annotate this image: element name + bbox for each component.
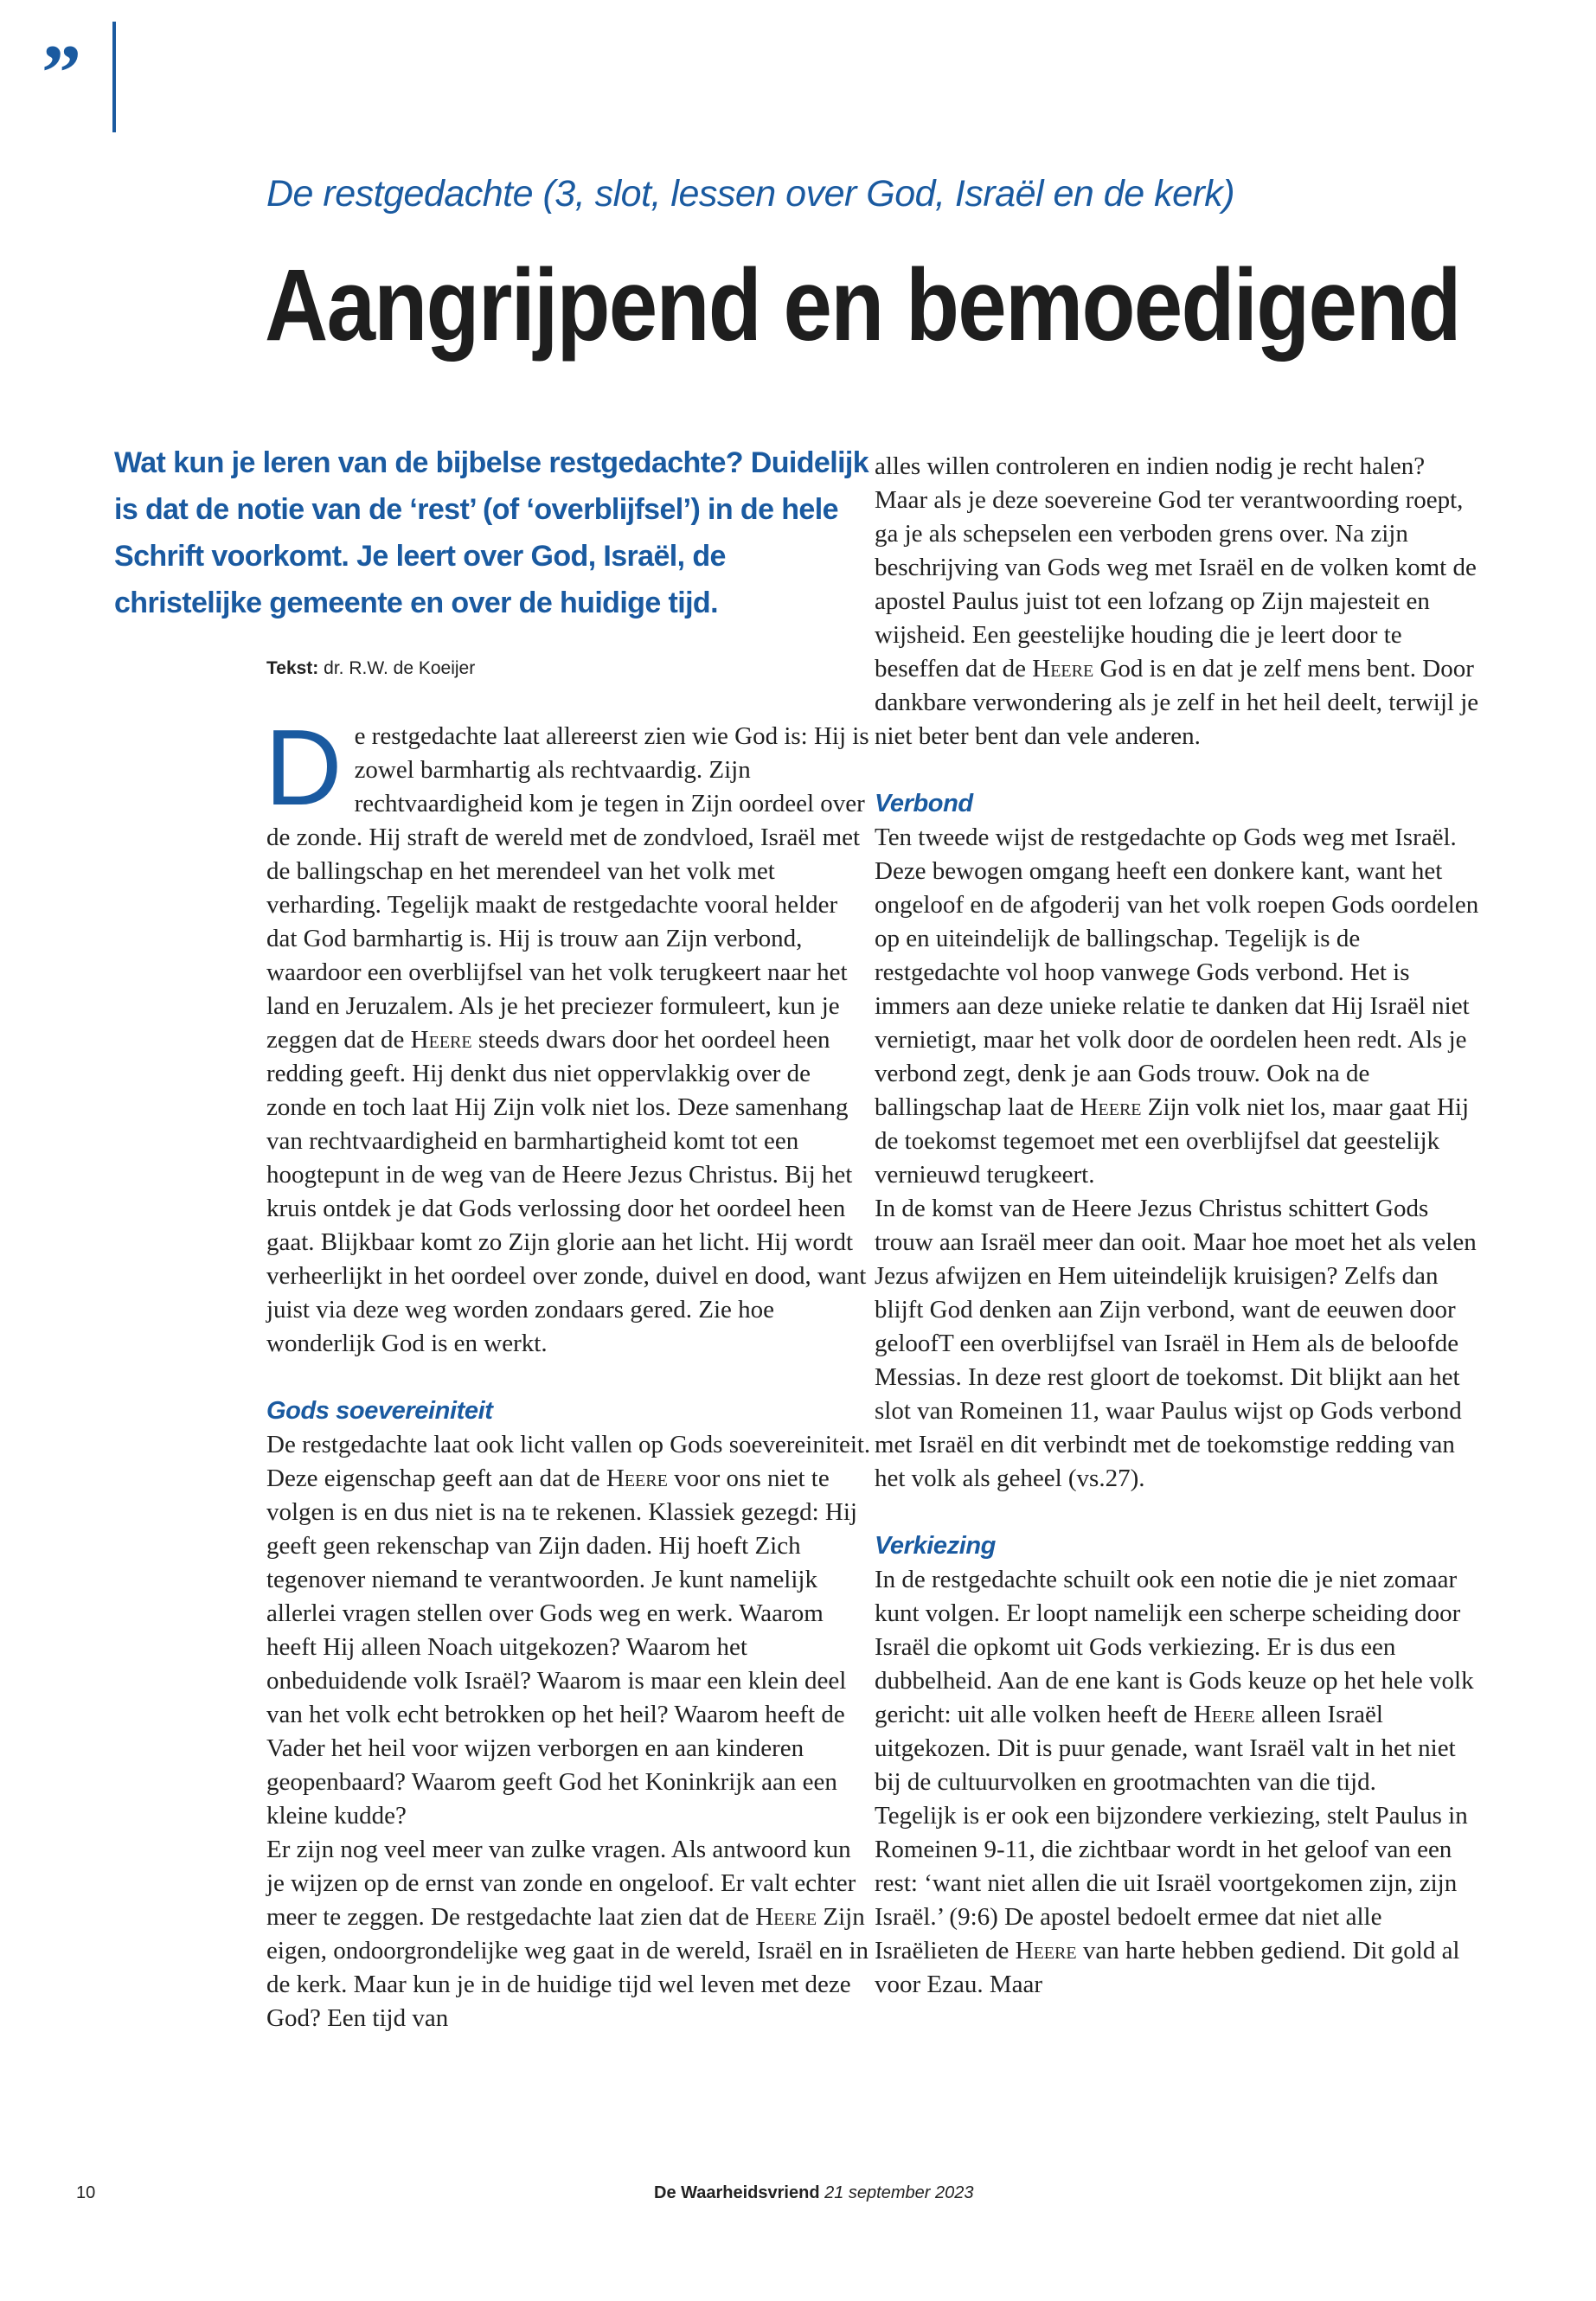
byline-label: Tekst: [266,658,319,678]
article-column-right [875,450,1480,2002]
paragraph: Ten tweede wijst de restgedachte op Gods weg met Israël. Deze bewogen omgang heeft een donkere kant, want het ongeloof en de afgoderij van het volk roepen Gods oordelen op en uiteindelijk de ballingschap. Tegelijk is de restgedachte vol hoop vanwege Gods verbond. Het is immers aan deze unieke relatie te danken dat Hij Israël niet vernietigt, maar het volk door de oordelen heen redt. Als je verbond zegt, denk je aan Gods trouw. Ook na de ballingschap laat de Heere Zijn volk niet los, maar gaat Hij de toekomst tegemoet met een overblijfsel dat geestelijk vernieuwd terugkeert. [875,824,1479,1189]
paragraph: Er zijn nog veel meer van zulke vragen. Als antwoord kun je wijzen op de ernst van zonde en ongeloof. Er valt echter meer te zeggen. De restgedachte laat zien dat de Heere Zijn eigen, ondoorgrondelijke weg gaat in de wereld, Israël en in de kerk. Maar kun je in de huidige tijd wel leven met deze God? Een tijd van [266,1836,869,2032]
divine-name: Heere [606,1465,668,1492]
page-number: 10 [76,2183,96,2202]
section-heading-verbond: Verbond [875,790,973,817]
article-column-left [265,708,872,2035]
publication-name: De Waarheidsvriend [654,2183,820,2202]
paragraph: De restgedachte laat ook licht vallen op Gods soevereiniteit. Deze eigenschap geeft aan dat de Heere voor ons niet te volgen is en dus niet is na te rekenen. Klassiek gezegd: Hij geeft geen rekenschap van Zijn daden. Hij hoeft Zich tegenover niemand te verantwoorden. Je kunt namelijk allerlei vragen stellen over Gods weg en werk. Waarom heeft Hij alleen Noach uitgekozen? Waarom het onbeduidende volk Israël? Waarom is maar een klein deel van het volk echt betrokken op het heil? Waarom heeft de Vader het heil voor wijzen verborgen en aan kinderen geopenbaard? Waarom geeft God het Koninkrijk aan een kleine kudde? [266,1431,871,1830]
article-lead: Wat kun je leren van de bijbelse restgedachte? Duidelijk is dat de notie van de ‘rest’ (of ‘overblijfsel’) in de hele Schrift voorkomt. Je leert over God, Israël, de christelijke gemeente en over de huidige tijd. [114,446,869,619]
paragraph: In de restgedachte schuilt ook een notie die je niet zomaar kunt volgen. Er loopt namelijk een scherpe scheiding door Israël die opkomt uit Gods verkiezing. Er is dus een dubbelheid. Aan de ene kant is Gods keuze op het hele volk gericht: uit alle volken heeft de Heere alleen Israël uitgekozen. Dit is puur genade, want Israël valt in het niet bij de cultuurvolken en grootmachten van die tijd. [875,1566,1474,1796]
section-heading-soevereiniteit: Gods soevereiniteit [266,1397,493,1425]
divine-name: Heere [755,1903,817,1931]
paragraph: alles willen controleren en indien nodig je recht halen? Maar als je deze soevereine God ter verantwoording roept, ga je als schepselen een verboden grens over. Na zijn beschrijving van Gods weg met Israël en de volken komt de apostel Paulus juist tot een lofzang op Zijn majesteit en wijsheid. Een geestelijke houding die je leert door te beseffen dat de Heere God is en dat je zelf mens bent. Door dankbare verwondering als je zelf in het heil deelt, terwijl je niet beter bent dan vele anderen. [875,452,1479,750]
divine-name: Heere [1015,1937,1077,1965]
paragraph: In de komst van de Heere Jezus Christus schittert Gods trouw aan Israël meer dan ooit. Maar hoe moet het als velen Jezus afwijzen en Hem uiteindelijk kruisigen? Zelfs dan blijft God denken aan Zijn verbond, want de eeuwen door geloofT een overblijfsel van Israël in Hem als de beloofde Messias. In deze rest gloort de toekomst. Dit blijkt aan het slot van Romeinen 11, waar Paulus wijst op Gods verbond met Israël en dit verbindt met de toekomstige redding van het volk als geheel (vs.27). [875,1195,1477,1492]
divine-name: Heere [1032,655,1094,683]
drop-cap: D [265,708,343,828]
divine-name: Heere [1193,1701,1255,1728]
section-heading-verkiezing: Verkiezing [875,1532,996,1560]
publication-date: 21 september 2023 [824,2183,974,2202]
footer-publication [654,2183,973,2203]
article-kicker: De restgedachte (3, slot, lessen over God, Israël en de kerk) [266,173,1235,215]
article-title: Aangrijpend en bemoedigend [265,248,1460,362]
header-divider [112,22,116,132]
byline [266,656,785,682]
divine-name: Heere [1080,1093,1142,1121]
divine-name: Heere [410,1026,472,1054]
byline-author: dr. R.W. de Koeijer [324,658,476,678]
paragraph: Tegelijk is er ook een bijzondere verkiezing, stelt Paulus in Romeinen 9-11, die zichtbaar wordt in het geloof van een rest: ‘want niet allen die uit Israël voortgekomen zijn, zijn Israël.’ (9:6) De apostel bedoelt ermee dat niet alle Israëlieten de Heere van harte hebben gediend. Dit gold al voor Ezau. Maar [875,1802,1468,1998]
paragraph: De restgedachte laat allereerst zien wie God is: Hij is zowel barmhartig als rechtvaardig. Zijn rechtvaardigheid kom je tegen in Zijn oordeel over de zonde. Hij straft de wereld met de zondvloed, Israël met de ballingschap en het merendeel van het volk met verharding. Tegelijk maakt de restgedachte vooral helder dat God barmhartig is. Hij is trouw aan Zijn verbond, waardoor een overblijfsel van het volk terugkeert naar het land en Jeruzalem. Als je het preciezer formuleert, kun je zeggen dat de Heere steeds dwars door het oordeel heen redding geeft. Hij denkt dus niet oppervlakkig over de zonde en toch laat Hij Zijn volk niet los. Deze samenhang van rechtvaardigheid en barmhartigheid komt tot een hoogtepunt in de weg van de Heere Jezus Christus. Bij het kruis ontdek je dat Gods verlossing door het oordeel heen gaat. Blijkbaar komt zo Zijn glorie aan het licht. Hij wordt verheerlijkt in het oordeel over zonde, duivel en dood, want juist via deze weg worden zondaars gered. Zie hoe wonderlijk God is en werkt. [265,708,869,1357]
closing-quote-icon: ” [42,29,81,117]
